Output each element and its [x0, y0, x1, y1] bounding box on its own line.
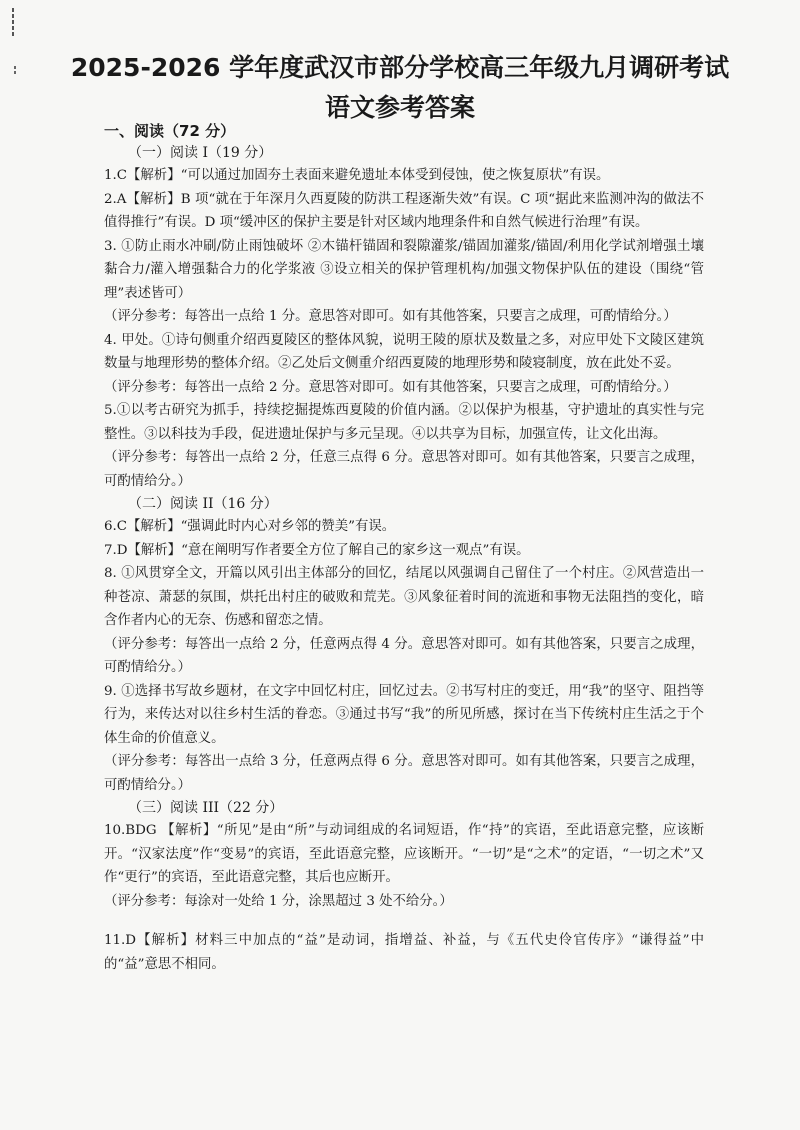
answer-q10: 10.BDG 【解析】“所见”是由“所”与动词组成的名词短语，作“持”的宾语，至此语意完整，应该断开。“汉家法度”作“变易”的宾语，至此语意完整，应该断开。“一切”是“之术”的定语，“一切之术”又作“更行”的宾语，至此语意完整，其后也应断开。: [104, 823, 704, 885]
answer-q9: 9. ①选择书写故乡题材，在文字中回忆村庄，回忆过去。②书写村庄的变迁，用“我”的坚守、阻挡等行为，来传达对以往乡村生活的眷恋。③通过书写“我”的所见所感，探讨在当下传统村庄生活之于个体生命的价值意义。: [104, 683, 704, 746]
document-title: 2025-2026 学年度武汉市部分学校高三年级九月调研考试: [70, 53, 730, 82]
answer-q5: 5.①以考古研究为抓手，持续挖掘提炼西夏陵的价值内涵。②以保护为根基，守护遗址的真实性与完整性。③以科技为手段，促进遗址保护与多元呈现。④以共享为目标，加强宣传，让文化出海。: [104, 403, 704, 442]
answer-body: [104, 120, 704, 976]
answer-q2: 2.A【解析】B 项“就在于年深月久西夏陵的防洪工程逐渐失效”有误。C 项“据此来监测冲沟的做法不值得推行”有误。D 项“缓冲区的保护主要是针对区域内地理条件和自然气候进行治理”有误。: [104, 191, 704, 230]
answer-q6: 6.C【解析】“强调此时内心对乡邻的赞美”有误。: [104, 519, 396, 534]
scoring-note: （评分参考：每答出一点给 2 分，任意三点得 6 分。意思答对即可。如有其他答案，只要言之成理，可酌情给分。）: [104, 450, 704, 489]
subsection-heading: （二）阅读 II（16 分）: [128, 496, 278, 512]
subsection-heading: （一）阅读 I（19 分）: [128, 145, 273, 161]
answer-q4: 4. 甲处。①诗句侧重介绍西夏陵区的整体风貌，说明王陵的原状及数量之多，对应甲处下文陵区建筑数量与地理形势的整体介绍。②乙处后文侧重介绍西夏陵的地理形势和陵寝制度，放在此处不妥。: [104, 332, 704, 371]
scoring-note: （评分参考：每答出一点给 3 分，任意两点得 6 分。意思答对即可。如有其他答案，只要言之成理，可酌情给分。）: [104, 754, 704, 793]
scoring-note: （评分参考：每答出一点给 2 分，任意两点得 4 分。意思答对即可。如有其他答案，只要言之成理，可酌情给分。）: [104, 636, 704, 675]
scoring-note: （评分参考：每答出一点给 1 分。意思答对即可。如有其他答案，只要言之成理，可酌情给分。）: [104, 309, 677, 324]
subsection-heading: （三）阅读 III（22 分）: [128, 800, 284, 816]
scoring-note: （评分参考：每涂对一处给 1 分，涂黑超过 3 处不给分。）: [104, 893, 453, 909]
answer-q8: 8. ①风贯穿全文，开篇以风引出主体部分的回忆，结尾以风强调自己留住了一个村庄。②风营造出一种苍凉、萧瑟的氛围，烘托出村庄的破败和荒芜。③风象征着时间的流逝和事物无法阻挡的变化，暗含作者内心的无奈、伤感和留恋之情。: [104, 566, 704, 628]
answer-q1: 1.C【解析】“可以通过加固夯土表面来避免遗址本体受到侵蚀，使之恢复原状”有误。: [104, 168, 610, 183]
answer-q7: 7.D【解析】“意在阐明写作者要全方位了解自己的家乡这一观点”有误。: [104, 542, 530, 558]
section-heading: 一、阅读（72 分）: [104, 122, 236, 140]
document-subtitle: 语文参考答案: [324, 93, 475, 122]
scan-artifact: [12, 6, 18, 38]
scoring-note: （评分参考：每答出一点给 2 分。意思答对即可。如有其他答案，只要言之成理，可酌情给分。）: [104, 379, 677, 395]
answer-q3: 3. ①防止雨水冲刷/防止雨蚀破坏 ②木锚杆锚固和裂隙灌浆/锚固加灌浆/锚固/利用化学试剂增强土壤黏合力/灌入增强黏合力的化学浆液 ③设立相关的保护管理机构/加强文物保护队伍的建设（围绕“管理”表述皆可）: [104, 238, 704, 301]
answer-q11: 11.D【解析】材料三中加点的“益”是动词，指增益、补益，与《五代史伶官传序》“谦得益”中的“益”意思不相同。: [104, 933, 704, 972]
